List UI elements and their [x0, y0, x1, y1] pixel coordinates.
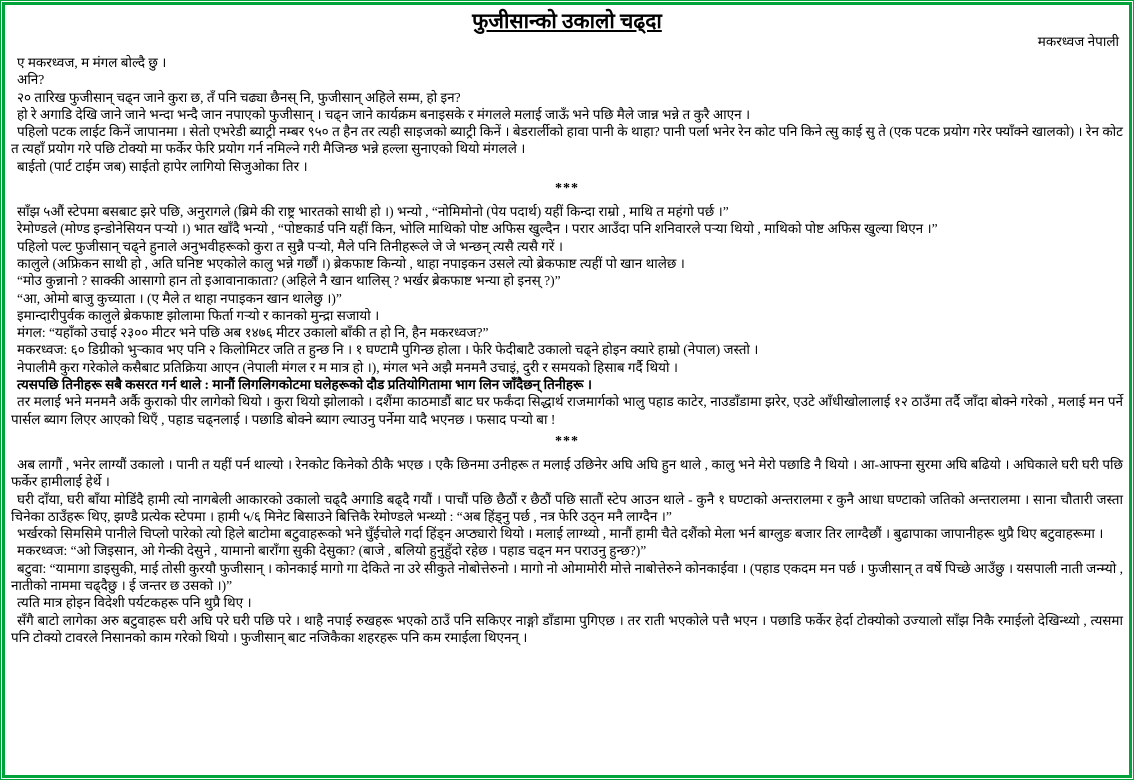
paragraph: पहिलो पल्ट फुजीसान् चढ्ने हुनाले अनुभवीहरूको कुरा त सुन्नै पऱ्यो, मैले पनि तिनीहरूले जे जे भन्छन् त्यसै त्यसै गरें । [17, 238, 563, 254]
paragraph: सँगै बाटो लागेका अरु बटुवाहरू घरी अघि परे घरी पछि परे । थाहै नपाई रुखहरू भएको ठाउँ पनि सकिएर नाङ्गो डाँडामा पुगिएछ । तर राती भएकोले पत्तै भएन । पछाडि फर्केर हेर्दा टोक्योको उज्यालो साँझ निकै रमाईलो देखिन्थ्यो , त्यसमा पनि टोक्यो टावरले निसानको काम गरेको थियो । फुजीसान् बाट नजिकैका शहरहरू पनि कम रमाईला थिएनन् । [11, 612, 1123, 645]
paragraph: अनि? [17, 72, 45, 88]
paragraph: कालुले (अफ्रिकन साथी हो , अति घनिष्ट भएकोले कालु भन्ने गर्छौं ।) ब्रेकफाष्ट किन्यो , थाहा नपाइकन उसले त्यो ब्रेकफाष्ट त्यहीं पो खान थालेछ । [17, 255, 685, 271]
paragraph: घरी दाँया, घरी बाँया मोडिंदै हामी त्यो नागबेली आकारको उकालो चढ्दै अगाडि बढ्दै गयौं । पाचौं पछि छैठौं र छैठौं पछि सातौं स्टेप आउन थाले - कुनै १ घण्टाको अन्तरालमा र कुनै आधा घण्टाको जतिको अन्तरालमा । साना चौतारी जस्ता चिनेका ठाउँहरू थिए, झण्डै प्रत्येक स्टेपमा । हामी ५/६ मिनेट बिसाउने बित्तिकै रेमोण्डले भन्थ्यो : “अब हिंड्नु पर्छ , नत्र फेरि उठ्न मनै लाग्दैन ।” [11, 491, 1123, 524]
paragraph: भर्खरको सिमसिमे पानीले चिप्लो पारेको त्यो हिले बाटोमा बटुवाहरूको भने घुँईचोले गर्दा हिंड्न अप्ठ्यारो थियो । मलाई लाग्थ्यो , मानौं हामी चैते दशैंको मेला भर्न बाग्लुङ बजार तिर लाग्दैछौं । बुढापाका जापानीहरू थुप्रै थिए बटुवाहरूमा । [17, 526, 1104, 542]
paragraph: हो रे अगाडि देखि जाने जाने भन्दा भन्दै जान नपाएको फुजीसान् । चढ्न जाने कार्यक्रम बनाइसके र मंगलले मलाई जाऊँ भने पछि मैले जान्न भन्ने त कुरै आएन । [17, 106, 751, 122]
paragraph: इमान्दारीपुर्वक कालुले ब्रेकफाष्ट झोलामा फिर्ता गऱ्यो र कानको मुन्द्रा सजायो । [17, 307, 380, 323]
paragraph: अब लागौं , भनेर लाग्यौं उकालो । पानी त यहीं पर्न थाल्यो । रेनकोट किनेको ठीकै भएछ । एकै छिनमा उनीहरू त मलाई उछिनेर अघि अघि हुन थाले , कालु भने मेरो पछाडि नै थियो । आ-आफ्ना सुरमा अघि बढियो । अघिकाले घरी घरी पछि फर्केर हामीलाई हेर्थे । [11, 456, 1123, 490]
page-border-frame [2, 2, 1132, 778]
paragraph: पहिलो पटक लाईट किनें जापानमा । सेतो एभरेडी ब्याट्री नम्बर ९५० त हैन तर त्यही साइजको ब्याट्री किनें । बेडरार्लीको हावा पानी के थाहा? पानी पर्ला भनेर रेन कोट पनि किने त्सु काई सु ते (एक पटक प्रयोग गरेर फ्याँक्ने खालको) । रेन कोट त त्यहाँ प्रयोग गरे पछि टोक्यो मा फर्केर फेरि प्रयोग गर्न नमिल्ने गरी मैजिन्छ भन्ने हल्ला सुनाएको थियो मंगलले । [11, 124, 1123, 157]
document-body [11, 54, 1123, 646]
page-title: फुजीसान्को उकालो चढ्दा [472, 9, 662, 33]
paragraph: ए मकरध्वज, म मंगल बोल्दै छु । [17, 55, 167, 70]
section-separator: *** [555, 433, 579, 449]
author-byline: मकरध्वज नेपाली [1037, 34, 1119, 49]
paragraph: मंगल: “यहाँको उचाई २३०० मीटर भने पछि अब १४७६ मीटर उकालो बाँकी त हो नि, हैन मकरध्वज?” [17, 325, 489, 341]
paragraph: नेपालीमै कुरा गरेकोले कसैबाट प्रतिक्रिया आएन (नेपाली मंगल र म मात्र हो ।), मंगल भने अझै मनमनै उचाइं, दुरी र समयको हिसाब गर्दै थियो । [17, 359, 678, 375]
section-separator: *** [555, 181, 579, 197]
paragraph: “मोउ कुन्नानो ? साक्की आसागो हान तो इआवानाकाता? (अहिले नै खान थालिस् ? भर्खर ब्रेकफाष्ट भन्या हो इनस् ?)” [17, 273, 561, 289]
paragraph: “आ, ओमो बाजु कुच्याता । (ए मैले त थाहा नपाइकन खान थालेछु ।)” [17, 290, 342, 306]
paragraph: तर मलाई भने मनमनै अर्कै कुराको पीर लागेको थियो । कुरा थियो झोलाको । दशैंमा काठमाडौं बाट घर फर्कंदा सिद्धार्थ राजमार्गको भालु पहाड काटेर, नाउडाँडामा झरेर, एउटे आँधीखोलालाई १२ ठाउँमा तर्दै जाँदा बोक्ने गरेको , मलाई मन पर्ने पार्सल ब्याग लिएर आएको थिएँ , पहाड चढ्नलाई । पछाडि बोक्ने ब्याग ल्याउनु पर्नेमा यादै भएनछ । फसाद पऱ्यो बा ! [11, 394, 1123, 427]
paragraph: मकरध्वज: ६० डिग्रीको भुऱ्काव भए पनि २ किलोमिटर जति त हुन्छ नि । १ घण्टामै पुगिन्छ होला । फेरि फेदीबाटै उकालो चढ्ने होइन क्यारे हाम्रो (नेपाल) जस्तो । [17, 342, 759, 358]
paragraph: साँझ ५औं स्टेपमा बसबाट झरे पछि, अनुरागले (ब्रिमे की राष्ट्र भारतको साथी हो ।) भन्यो , “नोमिमोनो (पेय पदार्थ) यहीं किन्दा राम्रो , माथि त महंगो पर्छ ।” [17, 204, 729, 220]
paragraph: रेमोण्डले (मोण्ड इन्डोनेसियन पऱ्यो ।) भात खाँदै भन्यो , “पोष्टकार्ड पनि यहीं किन, भोलि माथिको पोष्ट अफिस खुल्दैन । परार आउँदा पनि शनिवारले पऱ्या थियो , माथिको पोष्ट अफिस खुल्या थिएन ।” [17, 221, 938, 237]
paragraph: २० तारिख फुजीसान् चढ्न जाने कुरा छ, तँ पनि चढ्या छैनस् नि, फुजीसान् अहिले सम्म, हो इन? [17, 89, 461, 105]
paragraph: मकरध्वज: “ओ जिइसान, ओ गेन्की देसुने , यामानो बाराँगा सुकी देसुका? (बाजे , बलियो हुनुहुँदो रहेछ । पहाड चढ्न मन पराउनु हुन्छ?)” [17, 543, 647, 559]
paragraph: त्यति मात्र होइन विदेशी पर्यटकहरू पनि थुप्रै थिए । [17, 595, 252, 611]
paragraph: बटुवा: “यामागा डाइसुकी, माई तोसी कुरयौ फुजीसान् । कोनकाई मागो गा देकिते ना उरे सीकुते नोबोत्तेरुनो । मागो नो ओमामोरी मोत्ते नाबोत्तेरुने कोनकाईवा । (पहाड एकदम मन पर्छ । फुजीसान् त वर्षे पिच्छे आउँछु । यसपाली नाती जन्म्यो , नातीको नाममा चढ्दैछु । ई जन्तर छ उसको ।)” [11, 560, 1123, 594]
paragraph: त्यसपछि तिनीहरू सबै कसरत गर्न थाले : मानौं लिगलिगकोटमा घलेहरूको दौड प्रतियोगितामा भाग लिन जाँदैछन् तिनीहरू । [17, 377, 592, 393]
paragraph: बाईतो (पार्ट टाईम जब) साईतो हापेर लागियो सिजुओका तिर । [17, 158, 308, 174]
